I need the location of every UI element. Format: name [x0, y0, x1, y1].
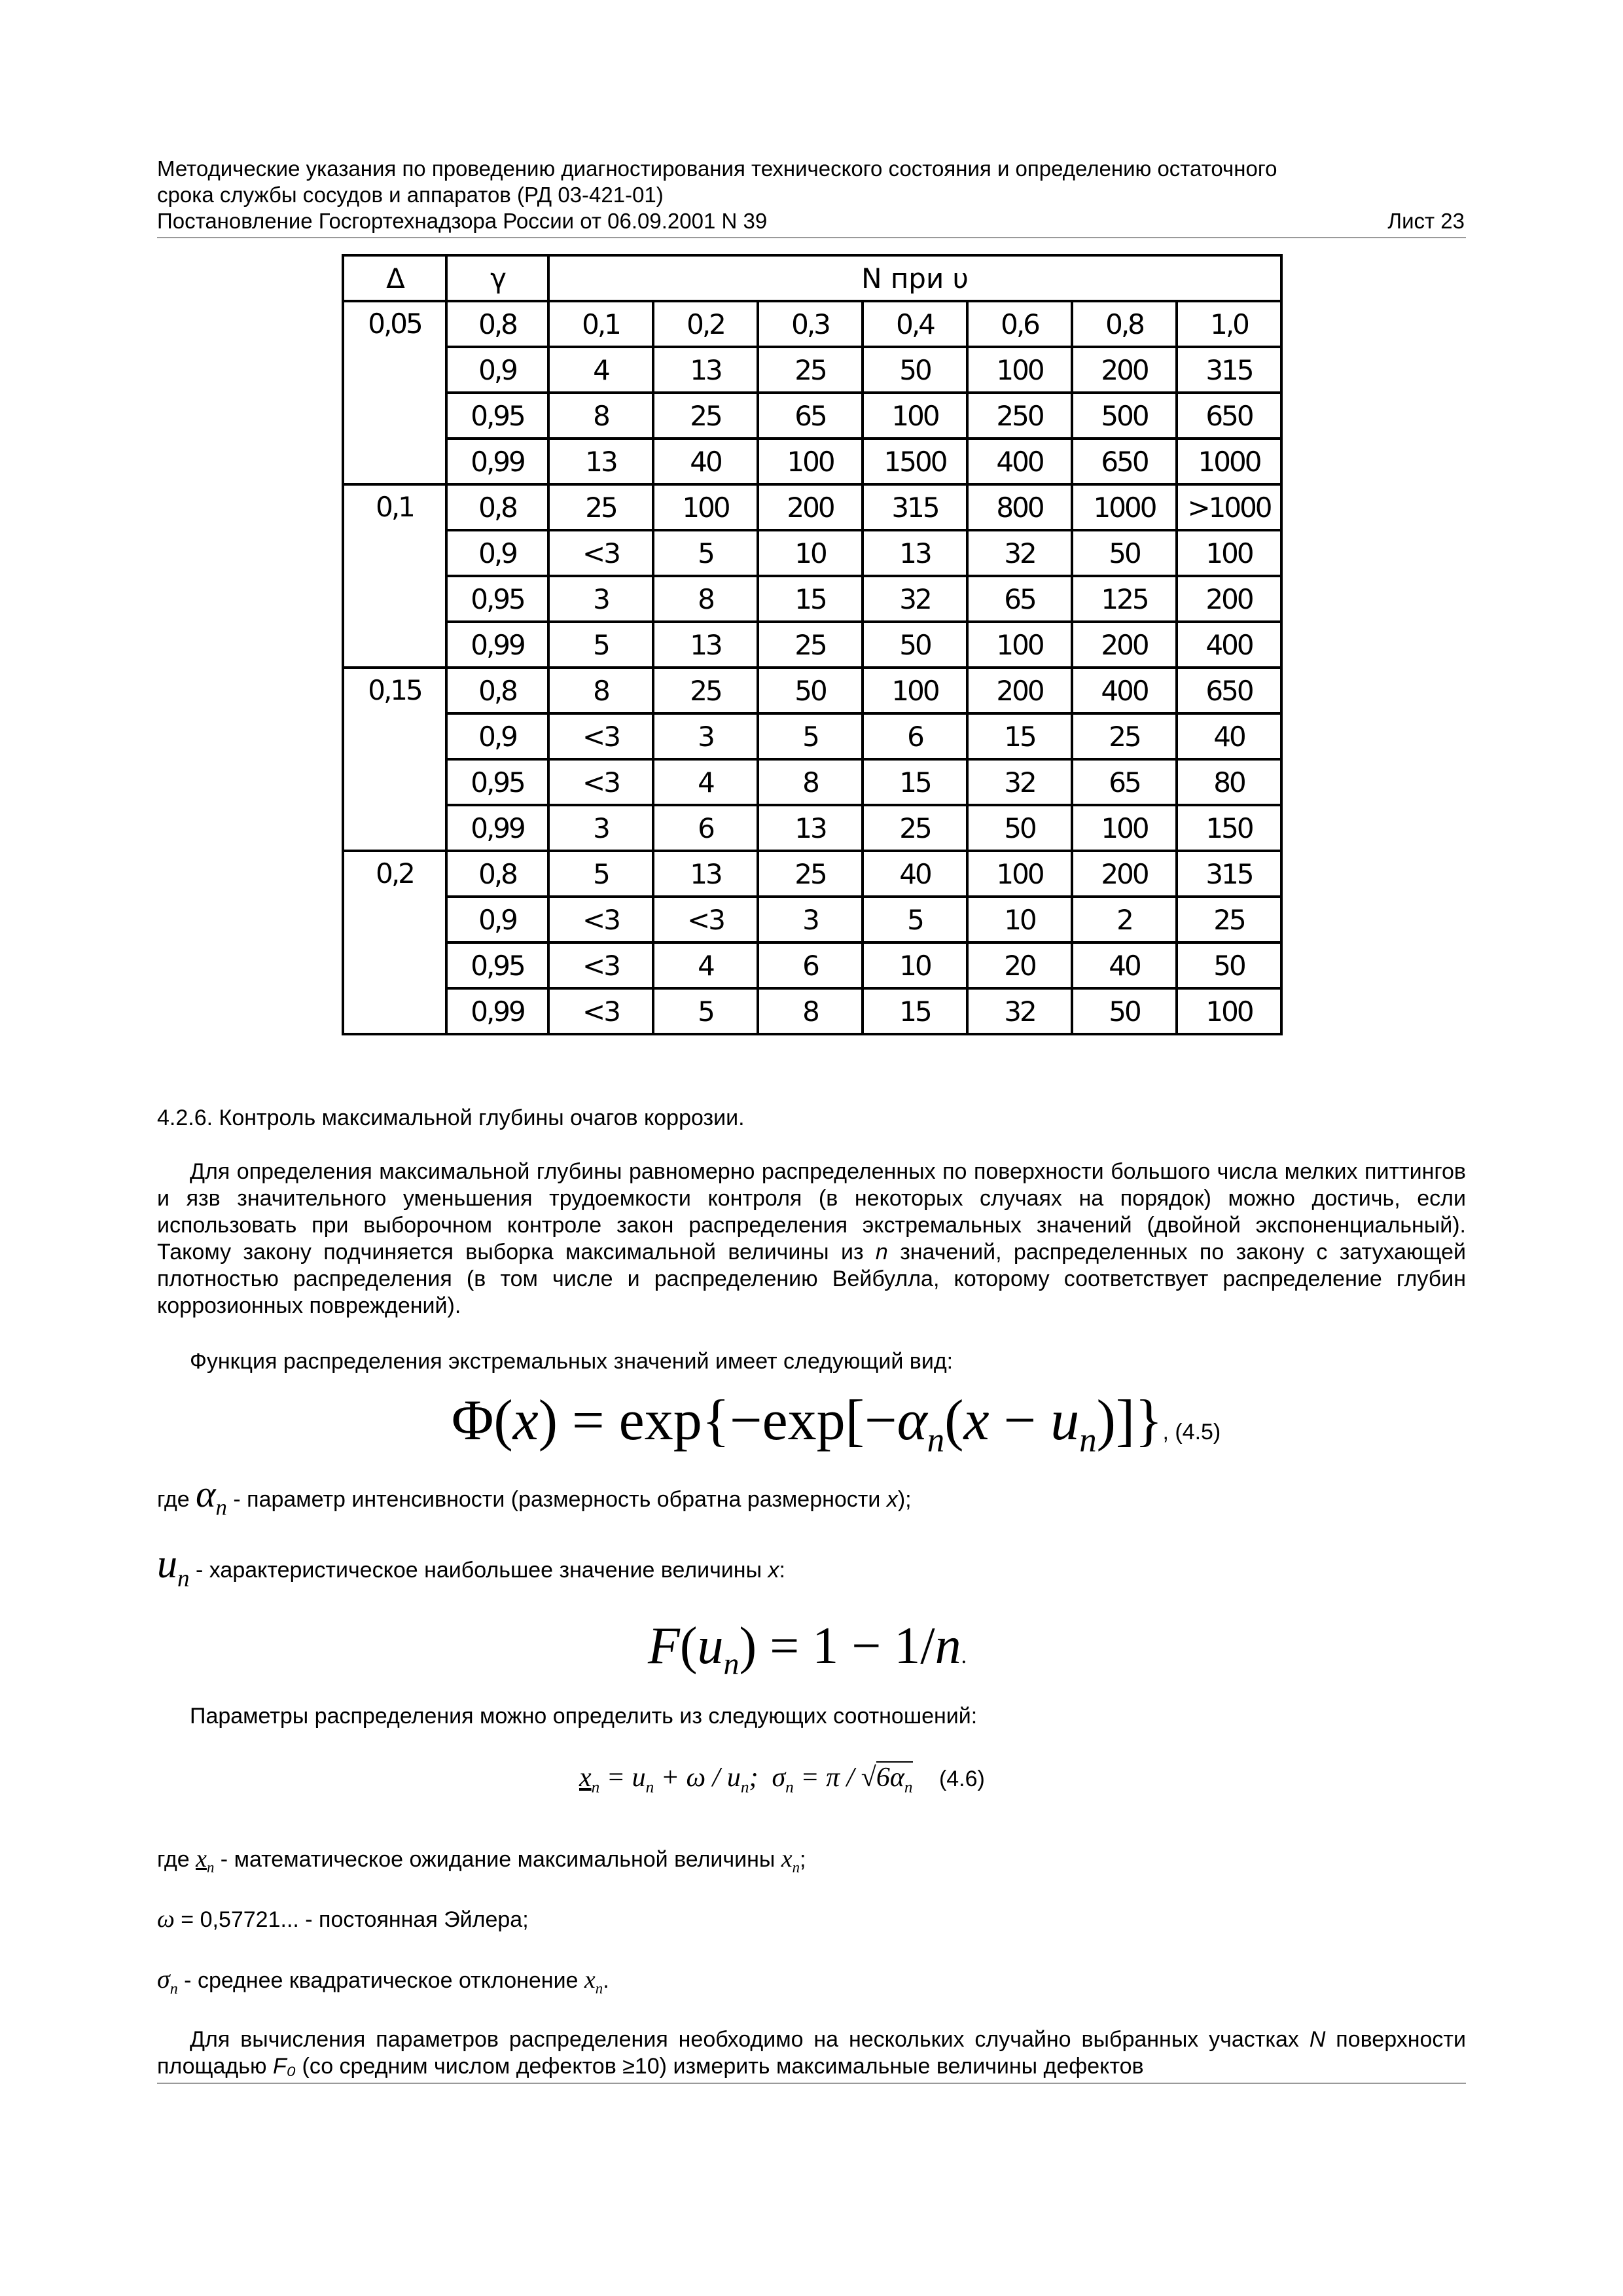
delta-cell: 0,1 [343, 484, 446, 668]
n-value-cell: 25 [1177, 897, 1281, 942]
header-delta: Δ [343, 255, 446, 301]
n-value-cell: 32 [863, 576, 967, 622]
table-row [343, 622, 1281, 668]
n-value-cell: 1500 [863, 439, 967, 484]
n-value-cell: 200 [967, 668, 1072, 713]
n-value-cell: 4 [653, 759, 758, 805]
n-value-cell: <3 [548, 988, 653, 1034]
n-value-cell: 8 [758, 759, 863, 805]
n-value-cell: 200 [1072, 622, 1177, 668]
n-value-cell: 25 [548, 484, 653, 530]
table-row [343, 668, 1281, 713]
paragraph-intro [157, 1158, 1466, 1319]
n-value-cell: 150 [1177, 805, 1281, 851]
n-value-cell: 100 [863, 393, 967, 439]
v-value-cell: 0,1 [548, 301, 653, 347]
n-value-cell: 100 [1072, 805, 1177, 851]
formula-f-un: $F(u_n) = 1 - 1/n$. [648, 1617, 967, 1681]
n-value-cell: 5 [548, 851, 653, 897]
calc-text-2: поверхности площадью [157, 2027, 1466, 2079]
v-value-cell: 0,6 [967, 301, 1072, 347]
paragraph-intro-tail: значений, распределенных по закону с затухающей плотностью распределения (в том числе и распределению Вейбулла, которому соответствует распределение глубин коррозионных повреждений). [157, 1240, 1466, 1318]
header-n: N при υ [548, 255, 1281, 301]
section-title: 4.2.6. Контроль максимальной глубины очагов коррозии. [157, 1105, 745, 1130]
n-value-cell: 1000 [1072, 484, 1177, 530]
n-value-cell: 40 [1072, 942, 1177, 988]
v-value-cell: 0,4 [863, 301, 967, 347]
n-value-cell: 3 [548, 805, 653, 851]
n-value-cell: 500 [1072, 393, 1177, 439]
paragraph-parameters: Параметры распределения можно определить из следующих соотношений: [190, 1704, 978, 1729]
n-value-cell: 6 [758, 942, 863, 988]
v-value-cell: 0,8 [1072, 301, 1177, 347]
n-value-cell: 125 [1072, 576, 1177, 622]
alpha-end: ); [897, 1487, 912, 1512]
omega-description: = 0,57721... - постоянная Эйлера; [174, 1907, 529, 1932]
footer-divider [157, 2083, 1466, 2084]
header-gamma: γ [446, 255, 548, 301]
alpha-description: - параметр интенсивности (размерность обратна размерности [226, 1487, 887, 1512]
gamma-cell: 0,99 [446, 622, 548, 668]
n-value-cell: 5 [653, 988, 758, 1034]
n-value-cell: 8 [653, 576, 758, 622]
n-value-cell: 100 [967, 851, 1072, 897]
n-value-cell: 100 [758, 439, 863, 484]
table-row [343, 759, 1281, 805]
table-row [343, 897, 1281, 942]
n-value-cell: <3 [653, 897, 758, 942]
formula-4-5-expression: $\Phi(x) = \exp\{-\exp[-\alpha_n(x - u_n)]\}$ [452, 1389, 1163, 1460]
table-row [343, 301, 1281, 347]
omega-symbol: ω [157, 1905, 175, 1933]
n-value-cell: 13 [653, 347, 758, 393]
formula-4-6-expression: $x_n = u_n + \omega / u_n$; $\sigma_n = \pi / √6\alpha_n$ [579, 1763, 913, 1797]
gamma-cell: 0,95 [446, 393, 548, 439]
n-value-cell: 65 [758, 393, 863, 439]
n-value-cell: 400 [967, 439, 1072, 484]
paragraph-intro-n: n [875, 1240, 888, 1265]
n-value-cell: 400 [1072, 668, 1177, 713]
gamma-cell: 0,9 [446, 347, 548, 393]
sigma-n-symbol: $\sigma_n$ [157, 1964, 178, 1998]
n-value-cell: 100 [653, 484, 758, 530]
gamma-cell: 0,8 [446, 301, 548, 347]
n-value-cell: 1000 [1177, 439, 1281, 484]
n-value-cell: 15 [967, 713, 1072, 759]
v-value-cell: 0,3 [758, 301, 863, 347]
definition-x-mean: где $x_n$ - математическое ожидание максимальной величины $x_n$; [157, 1845, 806, 1876]
n-value-cell: <3 [548, 530, 653, 576]
n-value-cell: 25 [758, 622, 863, 668]
gamma-cell: 0,9 [446, 713, 548, 759]
paragraph-calculation [157, 2026, 1466, 2080]
n-value-cell: 50 [758, 668, 863, 713]
n-value-cell: 50 [1072, 530, 1177, 576]
n-value-cell: <3 [548, 713, 653, 759]
n-value-cell: 13 [548, 439, 653, 484]
n-value-cell: 4 [653, 942, 758, 988]
n-value-cell: 50 [967, 805, 1072, 851]
table-row [343, 851, 1281, 897]
table-row [343, 530, 1281, 576]
gamma-cell: 0,95 [446, 759, 548, 805]
n-value-cell: 10 [758, 530, 863, 576]
n-value-cell: <3 [548, 897, 653, 942]
n-value-cell: 25 [653, 668, 758, 713]
table-header-row [343, 255, 1281, 301]
n-value-cell: 65 [1072, 759, 1177, 805]
n-value-cell: 15 [758, 576, 863, 622]
calc-text-3: (со средним числом дефектов ≥10) измерить максимальные величины дефектов [296, 2054, 1144, 2079]
paragraph-function: Функция распределения экстремальных значений имеет следующий вид: [190, 1349, 954, 1374]
n-value-cell: 5 [758, 713, 863, 759]
delta-cell: 0,05 [343, 301, 446, 484]
table-row [343, 942, 1281, 988]
gamma-cell: 0,8 [446, 851, 548, 897]
table-row [343, 484, 1281, 530]
n-value-cell: 650 [1072, 439, 1177, 484]
n-value-cell: 13 [653, 622, 758, 668]
n-value-cell: 32 [967, 759, 1072, 805]
alpha-n-symbol: $\alpha_n$ [196, 1473, 227, 1520]
header-decree: Постановление Госгортехнадзора России от 06.09.2001 N 39 [157, 209, 768, 233]
n-value-cell: 50 [1177, 942, 1281, 988]
gamma-cell: 0,99 [446, 805, 548, 851]
v-value-cell: 0,2 [653, 301, 758, 347]
n-value-cell: 65 [967, 576, 1072, 622]
n-value-cell: 10 [967, 897, 1072, 942]
definition-u [157, 1542, 1466, 1592]
where-label-2: где [157, 1847, 190, 1872]
n-value-cell: 20 [967, 942, 1072, 988]
table-row [343, 439, 1281, 484]
n-value-cell: 5 [653, 530, 758, 576]
n-value-cell: 200 [758, 484, 863, 530]
table-row [343, 576, 1281, 622]
n-value-cell: 25 [863, 805, 967, 851]
n-value-cell: 200 [1072, 851, 1177, 897]
definition-omega [157, 1906, 1466, 1933]
x-n-symbol: $x_n$ [781, 1845, 800, 1876]
gamma-cell: 0,95 [446, 942, 548, 988]
n-value-cell: 6 [863, 713, 967, 759]
n-value-cell: 25 [653, 393, 758, 439]
n-value-cell: 5 [863, 897, 967, 942]
n-value-cell: 13 [863, 530, 967, 576]
n-value-cell: 40 [1177, 713, 1281, 759]
definition-alpha [157, 1473, 1466, 1521]
n-value-cell: 25 [758, 347, 863, 393]
n-value-cell: 25 [758, 851, 863, 897]
formula-4-5 [452, 1388, 1221, 1460]
x-n-symbol-2: $x_n$ [584, 1966, 603, 1997]
table-row [343, 347, 1281, 393]
n-value-cell: 50 [863, 622, 967, 668]
n-value-cell: 50 [1072, 988, 1177, 1034]
n-value-cell: 6 [653, 805, 758, 851]
n-value-cell: 800 [967, 484, 1072, 530]
calc-N: N [1309, 2027, 1326, 2052]
n-value-cell: 40 [863, 851, 967, 897]
n-value-cell: 8 [758, 988, 863, 1034]
n-value-cell: 8 [548, 393, 653, 439]
n-value-cell: 315 [863, 484, 967, 530]
n-value-cell: 5 [548, 622, 653, 668]
n-value-cell: 100 [967, 347, 1072, 393]
table-row [343, 393, 1281, 439]
gamma-cell: 0,99 [446, 439, 548, 484]
gamma-cell: 0,8 [446, 668, 548, 713]
n-value-cell: 250 [967, 393, 1072, 439]
n-value-cell: <3 [548, 759, 653, 805]
formula-4-5-label: , (4.5) [1162, 1420, 1221, 1444]
n-value-cell: 315 [1177, 851, 1281, 897]
definition-sigma: $\sigma_n$ - среднее квадратическое отклонение $x_n$. [157, 1964, 609, 1998]
header-decree-line [157, 208, 1465, 234]
calc-F0: F₀ [272, 2054, 296, 2079]
n-value-cell: 4 [548, 347, 653, 393]
n-value-cell: 40 [653, 439, 758, 484]
delta-cell: 0,2 [343, 851, 446, 1034]
formula-4-6-label: (4.6) [938, 1767, 985, 1791]
gamma-cell: 0,95 [446, 576, 548, 622]
gamma-cell: 0,9 [446, 897, 548, 942]
alpha-x: x [886, 1487, 898, 1512]
paragraph-intro-text: Для определения максимальной глубины равномерно распределенных по поверхности большого числа мелких питтингов и язв значительного уменьшения трудоемкости контроля (в некоторых случаях на порядок) можно достичь, если использовать при выборочном контроле закон распределения экстремальных значений (двойной экспоненциальный). Такому закону подчиняется выборка максимальной величины из [157, 1159, 1466, 1265]
n-value-cell: 80 [1177, 759, 1281, 805]
n-value-cell: 10 [863, 942, 967, 988]
n-value-cell: 200 [1072, 347, 1177, 393]
n-value-cell: 400 [1177, 622, 1281, 668]
where-label: где [157, 1487, 190, 1512]
n-value-cell: 8 [548, 668, 653, 713]
n-value-cell: 315 [1177, 347, 1281, 393]
n-value-cell: 50 [863, 347, 967, 393]
n-value-cell: 15 [863, 988, 967, 1034]
header-title-line2: срока службы сосудов и аппаратов (РД 03-421-01) [157, 183, 664, 207]
x-n-mean-symbol: $x_n$ [196, 1845, 215, 1876]
header-sheet-number: Лист 23 [1387, 209, 1465, 233]
sample-size-table [342, 254, 1283, 1035]
n-value-cell: 650 [1177, 668, 1281, 713]
n-value-cell: 13 [653, 851, 758, 897]
table-row [343, 713, 1281, 759]
u-description: - характеристическое наибольшее значение величины [189, 1558, 768, 1583]
calc-text-1: Для вычисления параметров распределения необходимо на нескольких случайно выбранных участках [190, 2027, 1310, 2052]
n-value-cell: 2 [1072, 897, 1177, 942]
header-divider [157, 237, 1466, 238]
n-value-cell: <3 [548, 942, 653, 988]
gamma-cell: 0,9 [446, 530, 548, 576]
table-row [343, 805, 1281, 851]
n-value-cell: 100 [863, 668, 967, 713]
u-end: : [779, 1558, 785, 1583]
u-n-symbol: $u_n$ [157, 1542, 190, 1592]
n-value-cell: 100 [1177, 530, 1281, 576]
v-value-cell: 1,0 [1177, 301, 1281, 347]
n-value-cell: >1000 [1177, 484, 1281, 530]
n-value-cell: 15 [863, 759, 967, 805]
n-value-cell: 32 [967, 988, 1072, 1034]
formula-4-6 [579, 1762, 985, 1797]
n-value-cell: 3 [548, 576, 653, 622]
n-value-cell: 32 [967, 530, 1072, 576]
gamma-cell: 0,99 [446, 988, 548, 1034]
header-title-line1: Методические указания по проведению диагностирования технического состояния и определению остаточного [157, 156, 1277, 181]
n-value-cell: 3 [758, 897, 863, 942]
n-value-cell: 100 [1177, 988, 1281, 1034]
n-value-cell: 25 [1072, 713, 1177, 759]
n-value-cell: 100 [967, 622, 1072, 668]
sigma-description: - среднее квадратическое отклонение [177, 1968, 584, 1993]
n-value-cell: 650 [1177, 393, 1281, 439]
n-value-cell: 200 [1177, 576, 1281, 622]
u-x: x [768, 1558, 779, 1583]
x-mean-description: - математическое ожидание максимальной величины [214, 1847, 781, 1872]
n-value-cell: 3 [653, 713, 758, 759]
delta-cell: 0,15 [343, 668, 446, 851]
gamma-cell: 0,8 [446, 484, 548, 530]
n-value-cell: 13 [758, 805, 863, 851]
table-row [343, 988, 1281, 1034]
